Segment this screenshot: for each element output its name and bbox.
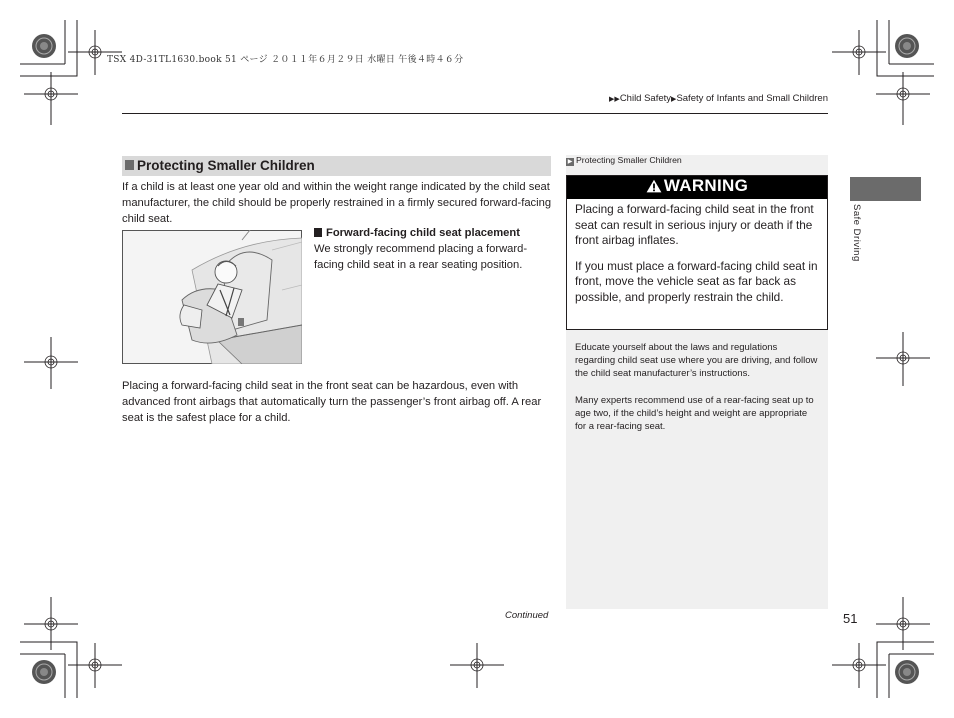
continued-label: Continued <box>505 610 549 621</box>
breadcrumb <box>609 93 828 104</box>
warning-box <box>566 175 828 330</box>
sub-heading-text: Forward-facing child seat placement <box>326 227 520 239</box>
warning-body <box>575 202 823 315</box>
print-header: TSX 4D-31TL1630.book 51 ページ ２０１１年６月２９日 水曜日 午後４時４６分 <box>107 55 464 65</box>
intro-paragraph: If a child is at least one year old and within the weight range indicated by the child seat manufacturer, the child should be properly restrained in a firmly secured forward-facing child seat. <box>122 181 552 225</box>
heading-square-icon <box>125 160 134 170</box>
page-number: 51 <box>843 611 858 626</box>
sub-heading-square-icon <box>314 228 322 237</box>
section-heading-text: Protecting Smaller Children <box>137 158 315 173</box>
breadcrumb-separator-icon: ▶ <box>671 96 677 103</box>
warning-header <box>567 176 827 199</box>
breadcrumb-child-safety[interactable]: Child Safety <box>619 93 672 104</box>
warning-paragraph-1: Placing a forward-facing child seat in the front seat can result in serious injury or death if the front airbag inflates. <box>575 202 814 247</box>
section-tab[interactable] <box>850 177 921 201</box>
warning-triangle-icon <box>646 179 662 193</box>
header-rule <box>122 113 828 114</box>
sub-heading <box>314 227 520 239</box>
closing-paragraph: Placing a forward-facing child seat in the front seat can be hazardous, even with advanced front airbags that automatically turn the passenger’s front airbag off. A rear seat is the safest place for a child. <box>122 380 542 424</box>
section-heading <box>122 156 551 176</box>
sidebar-reference-label: Protecting Smaller Children <box>576 155 682 165</box>
section-tab-label: Safe Driving <box>851 204 862 262</box>
sidebar-note-laws: Educate yourself about the laws and regulations regarding child seat use where you are driving, and follow the child seat manufacturer’s instructions. <box>575 342 818 379</box>
child-seat-illustration <box>122 230 302 364</box>
sidebar-reference[interactable] <box>566 155 682 166</box>
sub-heading-body: We strongly recommend placing a forward-facing child seat in a rear seating position. <box>314 243 528 271</box>
breadcrumb-arrow-icon: ▶▶ <box>609 96 620 103</box>
breadcrumb-safety-of-infants[interactable]: Safety of Infants and Small Children <box>676 93 828 104</box>
sidebar-note-rear-facing: Many experts recommend use of a rear-facing seat up to age two, if the child’s height and weight are appropriate for a rear-facing seat. <box>575 395 814 432</box>
reference-arrow-icon: ▶ <box>567 159 573 165</box>
warning-paragraph-2: If you must place a forward-facing child seat in front, move the vehicle seat as far back as possible, and properly restrain the child. <box>575 258 818 304</box>
warning-title: WARNING <box>663 176 749 195</box>
